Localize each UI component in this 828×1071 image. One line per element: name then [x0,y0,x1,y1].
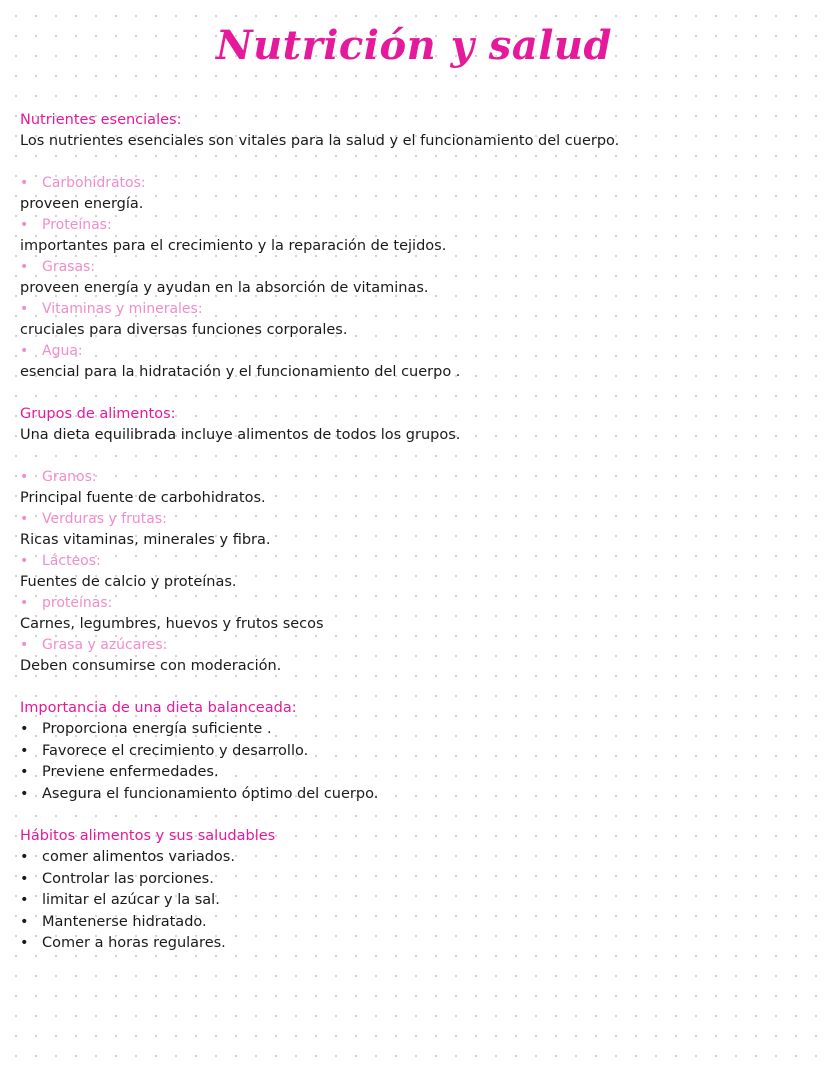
list-item: • limitar el azúcar y la sal. [20,890,810,912]
notes-content [20,110,810,955]
section-habitos [20,826,810,955]
item-desc: Fuentes de calcio y proteínas. [20,574,237,590]
list-item: • Proporciona energía suficiente . [20,719,810,741]
list-item: • Mantenerse hidratado. [20,912,810,934]
bullet-list [20,847,810,955]
section-heading: Nutrientes esenciales: [20,112,182,128]
item-label: • Grasas: [20,257,810,278]
bullet-list [20,719,810,805]
food-group-item [20,509,810,551]
item-desc: Carnes, legumbres, huevos y frutos secos [20,616,324,632]
item-label: • Carbohidratos: [20,173,810,194]
item-desc: importantes para el crecimiento y la reparación de tejidos. [20,238,447,254]
food-group-item [20,593,810,635]
section-intro: Los nutrientes esenciales son vitales para la salud y el funcionamiento del cuerpo. [20,133,620,149]
section-heading: Grupos de alimentos: [20,406,176,422]
spacer [20,446,810,467]
section-intro: Una dieta equilibrada incluye alimentos de todos los grupos. [20,427,461,443]
spacer [20,152,810,173]
nutrient-item [20,173,810,215]
section-grupos [20,404,810,677]
section-nutrientes [20,110,810,383]
item-label: • Lácteos: [20,551,810,572]
spacer [20,383,810,404]
section-heading: Importancia de una dieta balanceada: [20,700,297,716]
section-heading: Hábitos alimentos y sus saludables [20,828,276,844]
item-desc: esencial para la hidratación y el funcionamiento del cuerpo . [20,364,461,380]
item-label: • Grasa y azúcares: [20,635,810,656]
page-title: Nutrición y salud [216,22,612,69]
item-label: • Vitaminas y minerales: [20,299,810,320]
item-desc: proveen energía. [20,196,144,212]
item-desc: Principal fuente de carbohidratos. [20,490,266,506]
list-item: • Comer a horas regulares. [20,933,810,955]
item-label: • Granos: [20,467,810,488]
item-label: • Proteínas: [20,215,810,236]
nutrient-item [20,257,810,299]
nutrient-item [20,215,810,257]
list-item: • Previene enfermedades. [20,762,810,784]
item-label: • Agua: [20,341,810,362]
nutrient-item [20,341,810,383]
list-item: • Favorece el crecimiento y desarrollo. [20,741,810,763]
food-group-item [20,635,810,677]
food-group-item [20,551,810,593]
item-desc: Deben consumirse con moderación. [20,658,282,674]
spacer [20,677,810,698]
section-importancia [20,698,810,805]
item-label: • proteínas: [20,593,810,614]
item-desc: proveen energía y ayudan en la absorción de vitaminas. [20,280,429,296]
nutrient-item [20,299,810,341]
list-item: • comer alimentos variados. [20,847,810,869]
item-label: • Verduras y frutas: [20,509,810,530]
item-desc: cruciales para diversas funciones corporales. [20,322,348,338]
list-item: • Controlar las porciones. [20,869,810,891]
spacer [20,805,810,826]
item-desc: Ricas vitaminas, minerales y fibra. [20,532,271,548]
list-item: • Asegura el funcionamiento óptimo del cuerpo. [20,784,810,806]
food-group-item [20,467,810,509]
